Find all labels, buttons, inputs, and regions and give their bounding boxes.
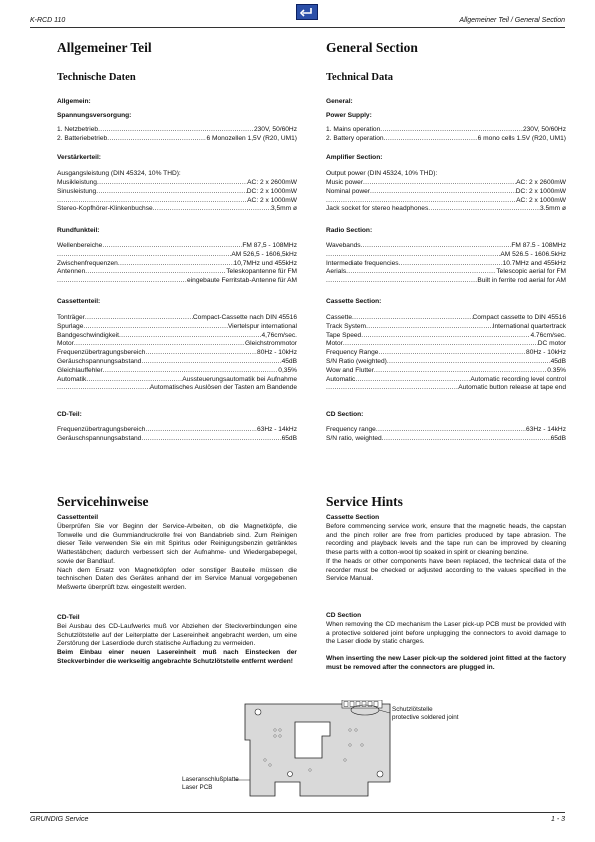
- spec-label: Geräuschspannungsabstand: [57, 434, 142, 442]
- left-service-cd-heading: CD-Teil: [57, 614, 80, 621]
- dot-leader: [57, 277, 187, 286]
- spec-value: 10.7MHz and 455kHz: [502, 259, 566, 267]
- right-amp-list: [326, 179, 566, 214]
- spec-value: Gleichstrommotor: [244, 340, 297, 348]
- right-cd-list: [326, 426, 566, 444]
- header-rule: [30, 27, 565, 28]
- spec-label: Wavebands: [326, 242, 361, 249]
- left-cassette-heading: Cassettenteil:: [57, 298, 101, 305]
- dot-leader: [86, 376, 182, 385]
- spec-value: Automatisches Auslösen der Tasten am Bandende: [149, 384, 297, 392]
- left-amp-heading: Verstärkerteil:: [57, 154, 101, 161]
- spec-label: 1. Mains operation: [326, 126, 381, 133]
- left-service-cd-warning: Beim Einbau einer neuen Lasereinheit muß nach Einstecken der Steckverbinder die werkseitig angebrachte Schutzlötstelle entfernt werden!: [57, 649, 297, 665]
- spec-value: Aussteuerungsautomatik bei Aufnahme: [182, 375, 297, 383]
- left-service-cassette-para1: Überprüfen Sie vor Beginn der Service-Arbeiten, ob die Magnetköpfe, die Tonwelle und die Gummiandruckrolle frei von Bandabrieb sind. Zum Reinigen dieser Teile verwenden Sie ein mit Spiritus oder Reinigungsbenzin getränktes Wattestäbchen; dadurch verbessert sich der Aufnahme- und Wiedergabepegel, sowie der Bandlauf.: [57, 523, 297, 565]
- spec-value: International quartertrack: [492, 322, 566, 330]
- spec-value: 230V, 50/60Hz: [253, 126, 297, 133]
- dot-leader: [97, 179, 247, 188]
- pcb-label-en: Laser PCB: [182, 784, 213, 791]
- spec-row: [57, 384, 297, 393]
- spec-row: [57, 277, 297, 286]
- spec-label: Frequency Range: [326, 349, 379, 357]
- spec-label: Motor: [57, 340, 74, 348]
- left-cd-heading: CD-Teil:: [57, 411, 82, 418]
- spec-row: [326, 435, 566, 444]
- spec-value: 63Hz - 14kHz: [257, 426, 297, 433]
- spec-row: [57, 251, 297, 260]
- spec-row: [57, 426, 297, 435]
- spec-row: [326, 340, 566, 349]
- spec-label: Jack socket for stereo headphones: [326, 205, 429, 213]
- spec-row: [57, 323, 297, 332]
- dot-leader: [387, 358, 551, 367]
- spec-row: [326, 384, 566, 393]
- spec-row: [57, 314, 297, 323]
- dot-leader: [376, 426, 526, 435]
- spec-row: [326, 332, 566, 341]
- left-power-heading: Spannungsversorgung:: [57, 112, 132, 119]
- spec-label: Frequenzübertragungsbereich: [57, 426, 146, 433]
- spec-value: Built in ferrite rod aerial for AM: [477, 277, 566, 285]
- spec-value: 80Hz - 10kHz: [257, 349, 297, 357]
- spec-label: Spurlage: [57, 322, 84, 330]
- dot-leader: [370, 188, 516, 197]
- return-arrow-icon: [300, 7, 314, 17]
- spec-value: 230V, 50/60Hz: [522, 126, 566, 133]
- right-service-cassette-heading: Cassette Section: [326, 514, 380, 521]
- right-service-cassette-para1: Before commencing service work, ensure that the magnetic heads, the capstan and the pinch roller are free from particles produced by tape abrasion. The recording and playback levels and the tape run can be improved by cleaning these parts with a cotton-wool tip soaked in spirit or cleaning benzine.: [326, 523, 566, 557]
- dot-leader: [83, 323, 227, 332]
- spec-label: S/N Ratio (weighted): [326, 357, 387, 365]
- right-radio-heading: Radio Section:: [326, 227, 373, 234]
- spec-label: Antennen: [57, 268, 86, 276]
- dot-leader: [145, 426, 257, 435]
- dot-leader: [141, 435, 281, 444]
- footer-rule: [30, 812, 565, 813]
- right-amp-block: [326, 170, 566, 179]
- left-service-cassette-text: [57, 523, 297, 593]
- spec-row: [326, 323, 566, 332]
- spec-row: [57, 332, 297, 341]
- page-number: 1 - 3: [550, 816, 565, 823]
- dot-leader: [382, 435, 551, 444]
- left-subtitle: Technische Daten: [57, 72, 136, 83]
- dot-leader: [384, 135, 478, 144]
- joint-label-de: Schutzlötstelle: [392, 706, 433, 713]
- spec-row: [57, 205, 297, 214]
- right-service-cd-warning: When inserting the new Laser pick-up the soldered joint fitted at the factory must be removed after the connectors are plugged in.: [326, 655, 566, 671]
- spec-row: [326, 277, 566, 286]
- right-general-heading: General:: [326, 98, 353, 105]
- spec-value: 0.35%: [547, 366, 566, 374]
- spec-value: DC motor: [537, 340, 566, 348]
- dot-leader: [380, 126, 523, 135]
- left-power-list: [57, 126, 297, 144]
- spec-row: [326, 314, 566, 323]
- spec-label: Sinusleistung: [57, 187, 97, 195]
- spec-label: Motor: [326, 340, 343, 348]
- spec-row: [57, 340, 297, 349]
- spec-value: Telescopic aerial for FM: [496, 268, 566, 276]
- header-model: K-RCD 110: [30, 17, 66, 24]
- spec-value: 0,35%: [278, 366, 297, 374]
- right-service-cassette-para2: If the heads or other components have been replaced, the technical data of the recorder must be checked or adjusted according to the values specified in the Service Manual.: [326, 557, 566, 583]
- spec-row: [57, 135, 297, 144]
- right-title: General Section: [326, 40, 418, 55]
- dot-leader: [346, 268, 496, 277]
- spec-row: [57, 268, 297, 277]
- spec-label: S/N ratio, weighted: [326, 434, 382, 442]
- spec-value: AC: 2 x 2600mW: [247, 179, 297, 186]
- spec-label: Aerials: [326, 268, 347, 276]
- dot-leader: [57, 197, 247, 206]
- dot-leader: [57, 251, 231, 260]
- spec-label: Gleichlauffehler: [57, 366, 103, 374]
- pcb-label: [182, 776, 239, 792]
- right-service-cd-text: [326, 621, 566, 673]
- dot-leader: [361, 332, 530, 341]
- dot-leader: [102, 242, 242, 251]
- spec-label: Geräuschspannungsabstand: [57, 357, 142, 365]
- left-amp-intro: Ausgangsleistung (DIN 45324, 10% THD):: [57, 170, 181, 177]
- spec-value: Automatic recording level control: [470, 375, 566, 383]
- pcb-mount-hole: [377, 771, 383, 777]
- spec-row: [326, 251, 566, 260]
- right-cd-heading: CD Section:: [326, 411, 364, 418]
- right-radio-list: [326, 242, 566, 286]
- spec-label: Nominal power: [326, 187, 370, 195]
- dot-leader: [366, 323, 493, 332]
- spec-label: Intermediate frequencies: [326, 259, 399, 267]
- spec-value: 45dB: [281, 357, 297, 365]
- spec-row: [57, 242, 297, 251]
- spec-row: [57, 367, 297, 376]
- right-cassette-list: [326, 314, 566, 393]
- dot-leader: [57, 384, 150, 393]
- spec-label: Bandgeschwindigkeit: [57, 331, 119, 339]
- footer-brand: GRUNDIG Service: [30, 816, 89, 823]
- left-service-cassette-para2: Nach dem Ersatz von Magnetköpfen oder sonstiger Bauteile müssen die technischen Daten des Gerätes anhand der im Service Manual vorgegebenen Meßwerte überprüft bzw. eingestellt werden.: [57, 566, 297, 591]
- dot-leader: [363, 179, 516, 188]
- left-radio-heading: Rundfunkteil:: [57, 227, 100, 234]
- spec-label: Frequency range: [326, 426, 376, 433]
- dot-leader: [103, 367, 279, 376]
- spec-label: Frequenzübertragungsbereich: [57, 349, 146, 357]
- right-power-list: [326, 126, 566, 144]
- left-cd-list: [57, 426, 297, 444]
- left-service-cassette-heading: Cassettenteil: [57, 514, 99, 521]
- spec-label: Cassette: [326, 314, 353, 321]
- spec-label: Automatik: [57, 375, 87, 383]
- right-service-cassette-text: [326, 523, 566, 584]
- left-service-title: Servicehinweise: [57, 494, 149, 509]
- left-general-heading: Allgemein:: [57, 98, 91, 105]
- dot-leader: [96, 188, 247, 197]
- spec-row: [326, 205, 566, 214]
- dot-leader: [141, 358, 281, 367]
- spec-label: Wow and Flutter: [326, 366, 374, 374]
- spec-row: [57, 179, 297, 188]
- header-section: Allgemeiner Teil / General Section: [459, 17, 565, 24]
- spec-value: AC: 2 x 1000mW: [516, 196, 566, 204]
- spec-value: 6 mono cells 1.5V (R20, UM1): [477, 134, 566, 142]
- right-service-cd-heading: CD Section: [326, 612, 362, 619]
- spec-row: [57, 197, 297, 206]
- spec-label: Zwischenfrequenzen: [57, 259, 118, 267]
- pcb-mount-hole: [288, 772, 293, 777]
- page-footer: [30, 812, 565, 823]
- spec-value: Automatic button release at tape end: [458, 384, 566, 392]
- spec-value: eingebaute Ferritstab-Antenne für AM: [187, 277, 297, 285]
- left-radio-list: [57, 242, 297, 286]
- spec-value: Compact cassette to DIN 45516: [472, 314, 566, 321]
- dot-leader: [352, 314, 473, 323]
- spec-label: Track System: [326, 322, 367, 330]
- left-title: Allgemeiner Teil: [57, 40, 152, 55]
- right-amp-heading: Amplifier Section:: [326, 154, 383, 161]
- spec-value: AM 526,5 - 1606,5kHz: [231, 250, 297, 258]
- spec-value: 6 Monozellen 1,5V (R20, UM1): [206, 134, 297, 142]
- dot-leader: [74, 340, 245, 349]
- right-service-title: Service Hints: [326, 494, 403, 509]
- dot-leader: [355, 376, 470, 385]
- joint-label-en: protective soldered joint: [392, 714, 459, 721]
- spec-row: [57, 126, 297, 135]
- spec-value: AC: 2 x 2600mW: [516, 179, 566, 186]
- left-cassette-list: [57, 314, 297, 393]
- spec-row: [326, 197, 566, 206]
- spec-label: Stereo-Kopfhörer-Klinkenbuchse: [57, 205, 153, 213]
- spec-label: Music power: [326, 179, 364, 186]
- spec-row: [57, 376, 297, 385]
- spec-row: [326, 426, 566, 435]
- spec-row: [326, 376, 566, 385]
- joint-label: [392, 706, 459, 722]
- spec-value: 65dB: [281, 434, 297, 442]
- left-amp-block: [57, 170, 297, 179]
- spec-value: 45dB: [550, 357, 566, 365]
- right-cassette-heading: Cassette Section:: [326, 298, 382, 305]
- right-service-cd-para: When removing the CD mechanism the Laser pick-up PCB must be provided with a protective soldered joint before unplugging the connectors to avoid damage to the Laser diode by static charges.: [326, 621, 566, 646]
- spec-value: DC: 2 x 1000mW: [246, 187, 297, 195]
- spec-row: [326, 135, 566, 144]
- spec-row: [326, 126, 566, 135]
- dot-leader: [326, 197, 516, 206]
- spec-value: FM 87.5 - 108MHz: [511, 242, 566, 249]
- spec-label: 2. Batteriebetrieb: [57, 134, 108, 142]
- dot-leader: [145, 349, 257, 358]
- spec-value: Compact-Cassette nach DIN 45516: [192, 314, 297, 321]
- dot-leader: [98, 126, 254, 135]
- left-amp-list: [57, 179, 297, 214]
- spec-value: 3,5mm ø: [270, 205, 297, 213]
- spec-value: 65dB: [550, 434, 566, 442]
- spec-label: Musikleistung: [57, 179, 97, 186]
- left-service-cd-text: [57, 623, 297, 667]
- spec-row: [326, 358, 566, 367]
- pcb-label-de: Laseranschlußplatte: [182, 776, 239, 783]
- spec-label: Automatic: [326, 375, 356, 383]
- right-subtitle: Technical Data: [326, 72, 393, 83]
- spec-row: [326, 367, 566, 376]
- right-power-heading: Power Supply:: [326, 112, 372, 119]
- spec-label: 2. Battery operation: [326, 134, 384, 142]
- dot-leader: [119, 332, 261, 341]
- spec-row: [326, 179, 566, 188]
- spec-row: [57, 188, 297, 197]
- spec-row: [326, 349, 566, 358]
- spec-label: Tape Speed: [326, 331, 362, 339]
- spec-row: [326, 260, 566, 269]
- spec-label: Tonträger: [57, 314, 85, 321]
- spec-label: 1. Netzbetrieb: [57, 126, 99, 133]
- dot-leader: [343, 340, 538, 349]
- spec-value: 63Hz - 14kHz: [526, 426, 566, 433]
- dot-leader: [85, 268, 226, 277]
- spec-value: FM 87,5 - 108MHz: [242, 242, 297, 249]
- left-service-cd-para: Bei Ausbau des CD-Laufwerks muß vor Abziehen der Steckverbindungen eine Schutzlötstelle auf der Leiterplatte der Lasereinheit angebracht werden, um eine Zerstörung der Laserdiode durch statische Aufladung zu vermeiden.: [57, 623, 297, 648]
- spec-value: 80Hz - 10kHz: [526, 349, 566, 357]
- spec-value: 10,7MHz und 455kHz: [233, 259, 297, 267]
- spec-row: [57, 260, 297, 269]
- pcb-mount-hole: [255, 709, 261, 715]
- dot-leader: [428, 205, 540, 214]
- dot-leader: [326, 277, 477, 286]
- spec-value: Teleskopantenne für FM: [226, 268, 297, 276]
- spec-row: [57, 435, 297, 444]
- spec-row: [326, 268, 566, 277]
- dot-leader: [378, 349, 526, 358]
- spec-row: [326, 242, 566, 251]
- spec-value: Viertelspur international: [227, 322, 297, 330]
- dot-leader: [374, 367, 547, 376]
- dot-leader: [326, 251, 500, 260]
- spec-value: 4.76cm/sec.: [530, 331, 566, 339]
- dot-leader: [361, 242, 512, 251]
- spec-row: [57, 349, 297, 358]
- spec-value: AC: 2 x 1000mW: [247, 196, 297, 204]
- back-button[interactable]: [296, 4, 318, 20]
- spec-value: DC: 2 x 1000mW: [515, 187, 566, 195]
- dot-leader: [107, 135, 206, 144]
- dot-leader: [118, 260, 234, 269]
- dot-leader: [85, 314, 193, 323]
- dot-leader: [153, 205, 271, 214]
- dot-leader: [326, 384, 458, 393]
- spec-value: 4,76cm/sec.: [261, 331, 297, 339]
- spec-value: 3.5mm ø: [539, 205, 566, 213]
- spec-label: Wellenbereiche: [57, 242, 103, 249]
- spec-value: AM 526.5 - 1606.5kHz: [500, 250, 566, 258]
- spec-row: [326, 188, 566, 197]
- dot-leader: [399, 260, 503, 269]
- spec-row: [57, 358, 297, 367]
- right-amp-intro: Output power (DIN 45324, 10% THD):: [326, 170, 438, 177]
